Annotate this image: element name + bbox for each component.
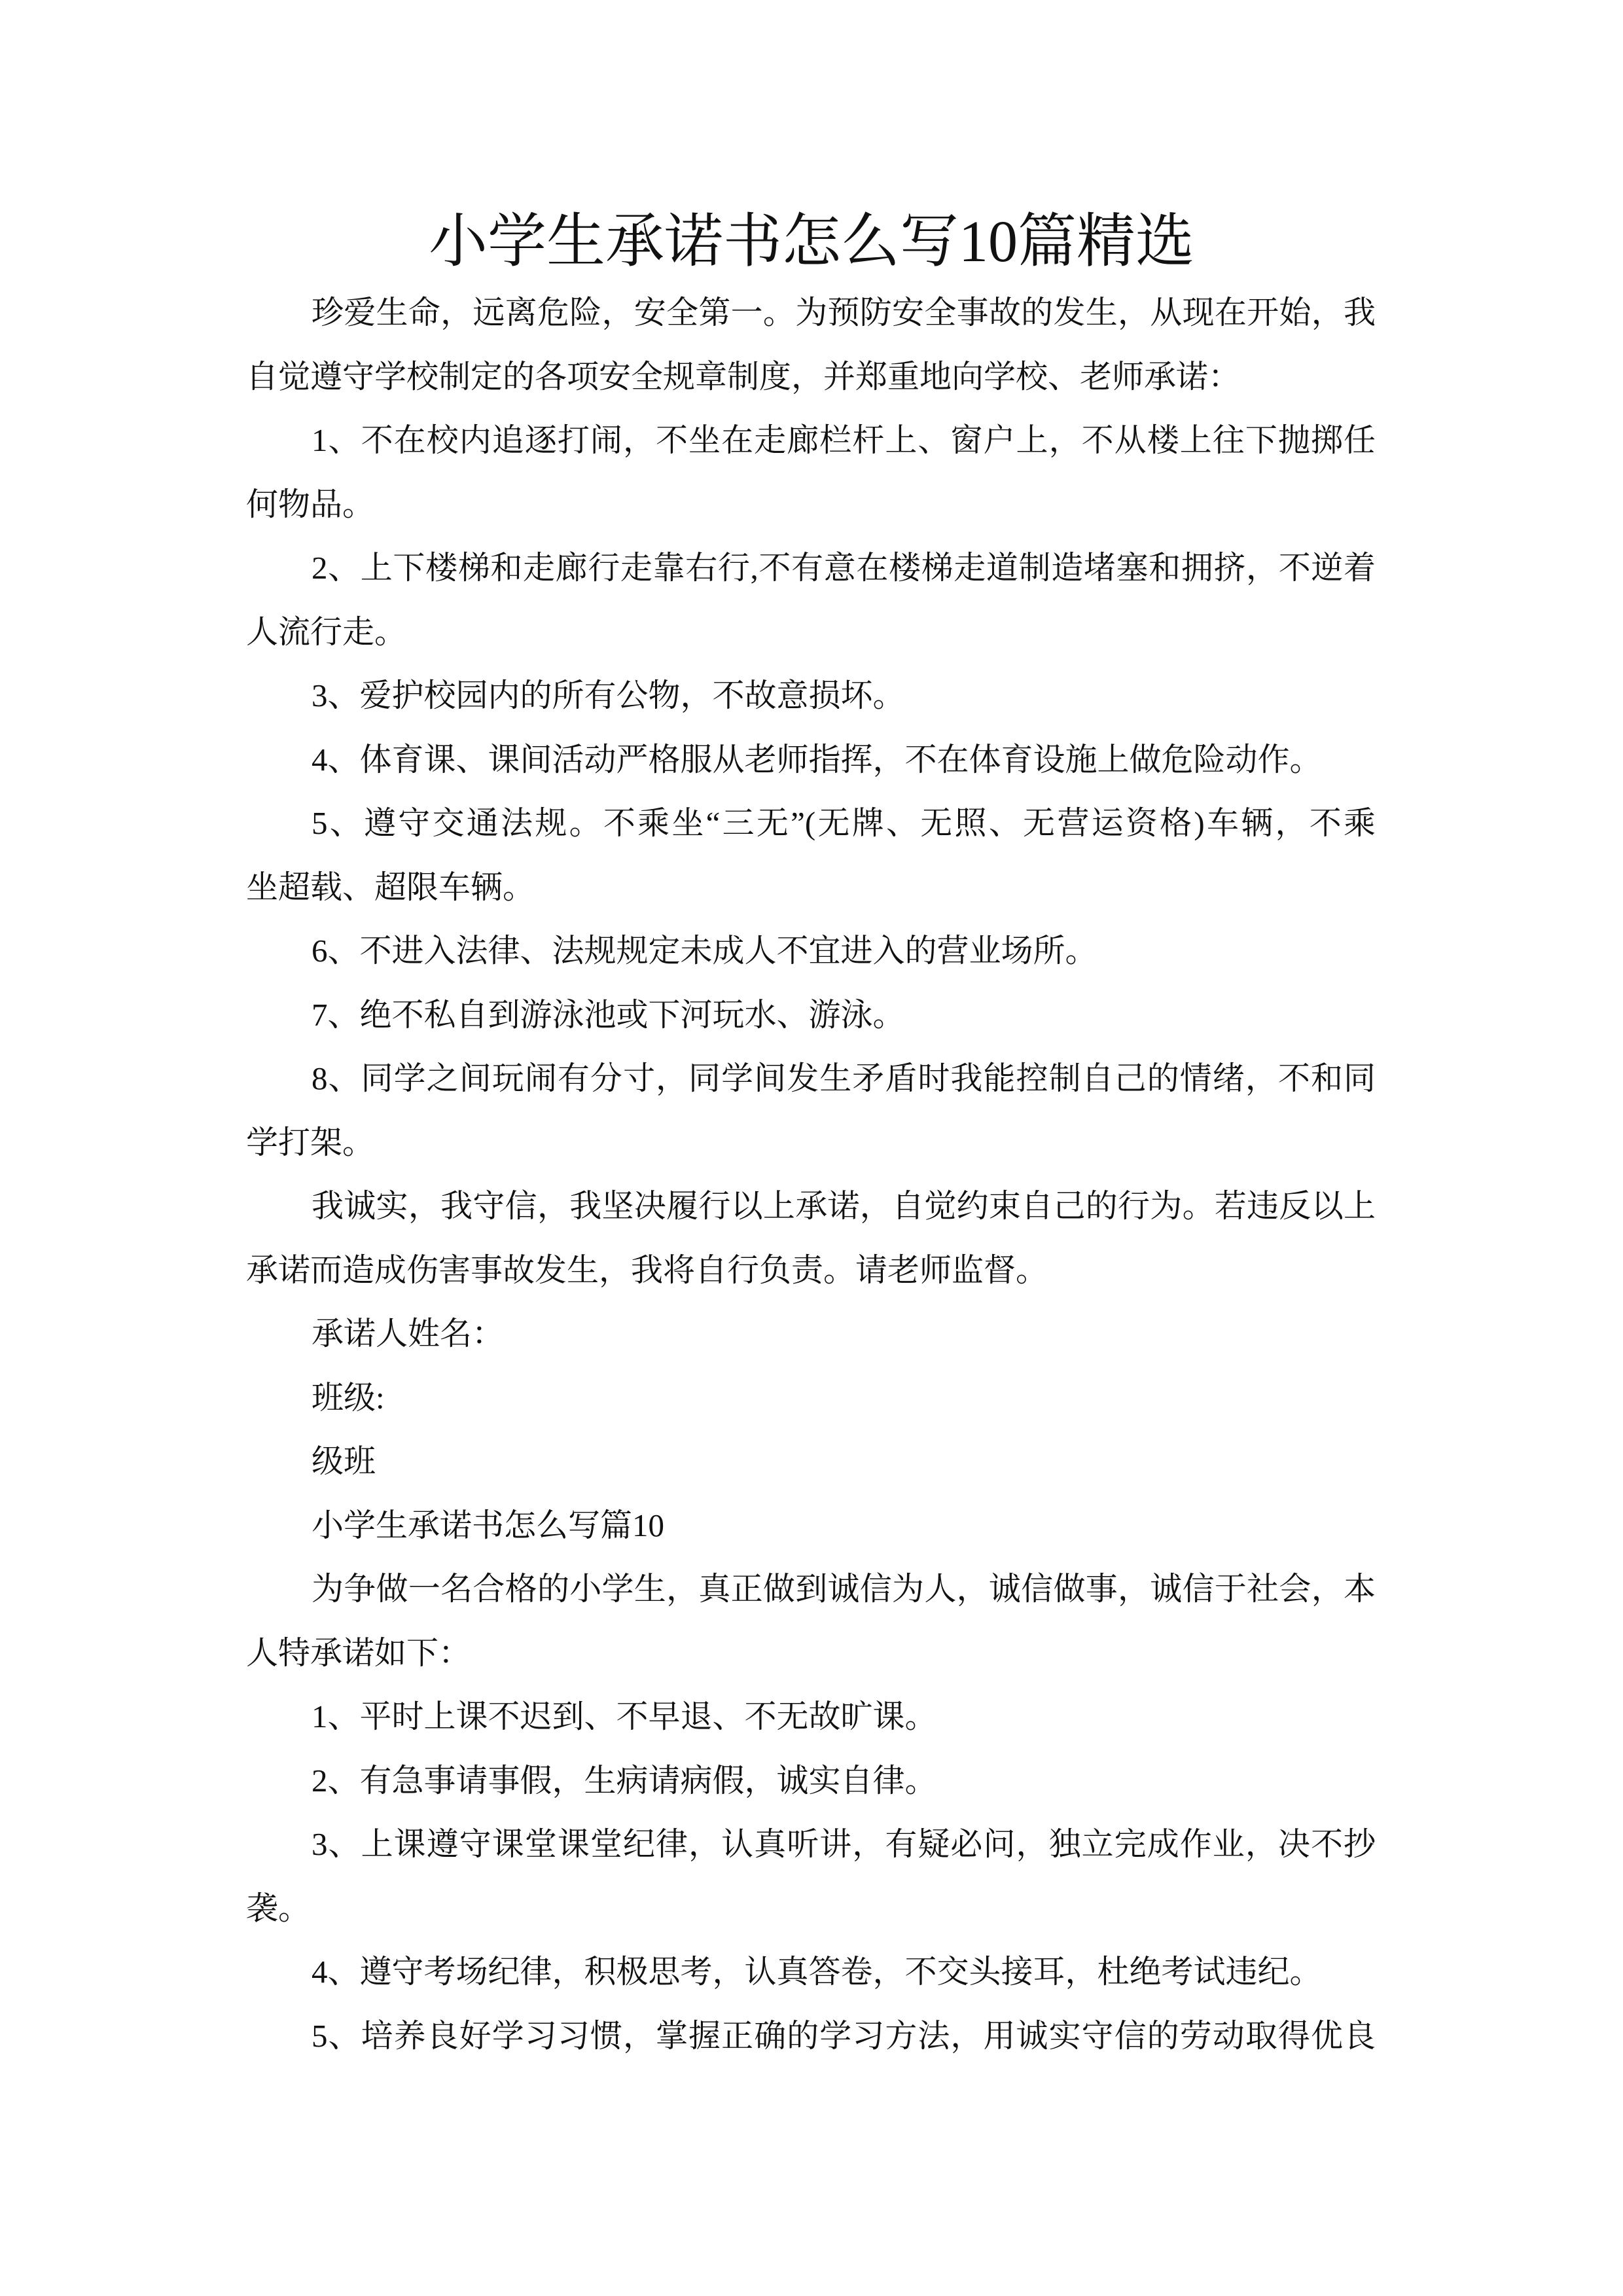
paragraph-item-6: 6、不进入法律、法规规定未成人不宜进入的营业场所。 [312,933,1097,969]
paragraph-item-8 [246,1047,1376,1174]
class-label: 班级: [312,1379,385,1416]
signer-name-label: 承诺人姓名： [312,1316,505,1352]
text-line: 学打架。 [246,1124,375,1160]
text-line: 为争做一名合格的小学生，真正做到诚信为人，诚信做事，诚信于社会，本 [312,1571,1376,1607]
document-body [246,281,1376,2068]
grade-class-label: 级班 [312,1443,376,1479]
text-line: 珍爱生命，远离危险，安全第一。为预防安全事故的发生，从现在开始，我 [312,295,1376,331]
paragraph-item-2 [246,536,1376,664]
paragraph-item-1 [246,408,1376,536]
text-line: 袭。 [246,1890,311,1926]
text-line: 坐超载、超限车辆。 [246,869,535,905]
paragraph-item-7: 7、绝不私自到游泳池或下河玩水、游泳。 [312,996,905,1033]
text-line: 承诺而造成伤害事故发生，我将自行负责。请老师监督。 [246,1251,1048,1288]
text-line: 2、上下楼梯和走廊行走靠右行,不有意在楼梯走道制造堵塞和拥挤，不逆着 [312,550,1376,586]
document-title: 小学生承诺书怎么写10篇精选 [429,209,1194,274]
paragraph-pledge [246,1174,1376,1302]
text-line: 我诚实，我守信，我坚决履行以上承诺，自觉约束自己的行为。若违反以上 [312,1188,1376,1224]
paragraph-item-4b: 4、遵守考场纪律，积极思考，认真答卷，不交头接耳，杜绝考试违纪。 [312,1954,1322,1990]
text-line: 人特承诺如下： [246,1634,471,1671]
section-heading: 小学生承诺书怎么写篇10 [312,1507,665,1543]
paragraph-item-5b: 5、培养良好学习习惯，掌握正确的学习方法，用诚实守信的劳动取得优良 [312,2017,1376,2054]
text-line: 1、不在校内追逐打闹，不坐在走廊栏杆上、窗户上，不从楼上往下抛掷任 [312,422,1376,458]
paragraph-intro-2 [246,1557,1376,1685]
text-line: 3、上课遵守课堂课堂纪律，认真听讲，有疑必问，独立完成作业，决不抄 [312,1826,1376,1862]
paragraph-item-3b [246,1812,1376,1940]
paragraph-item-2b: 2、有急事请事假，生病请病假，诚实自律。 [312,1762,937,1799]
paragraph-item-1b: 1、平时上课不迟到、不早退、不无故旷课。 [312,1698,937,1734]
text-line: 何物品。 [246,486,375,522]
text-line: 5、遵守交通法规。不乘坐“三无”(无牌、无照、无营运资格)车辆，不乘 [312,805,1376,841]
paragraph-item-4: 4、体育课、课间活动严格服从老师指挥，不在体育设施上做危险动作。 [312,741,1322,778]
text-line: 人流行走。 [246,613,407,650]
text-line: 自觉遵守学校制定的各项安全规章制度，并郑重地向学校、老师承诺： [246,358,1241,395]
paragraph-item-3: 3、爱护校园内的所有公物，不故意损坏。 [312,677,905,713]
paragraph-item-5 [246,791,1376,919]
text-line: 8、同学之间玩闹有分寸，同学间发生矛盾时我能控制自己的情绪，不和同 [312,1060,1376,1096]
paragraph-intro [246,281,1376,408]
